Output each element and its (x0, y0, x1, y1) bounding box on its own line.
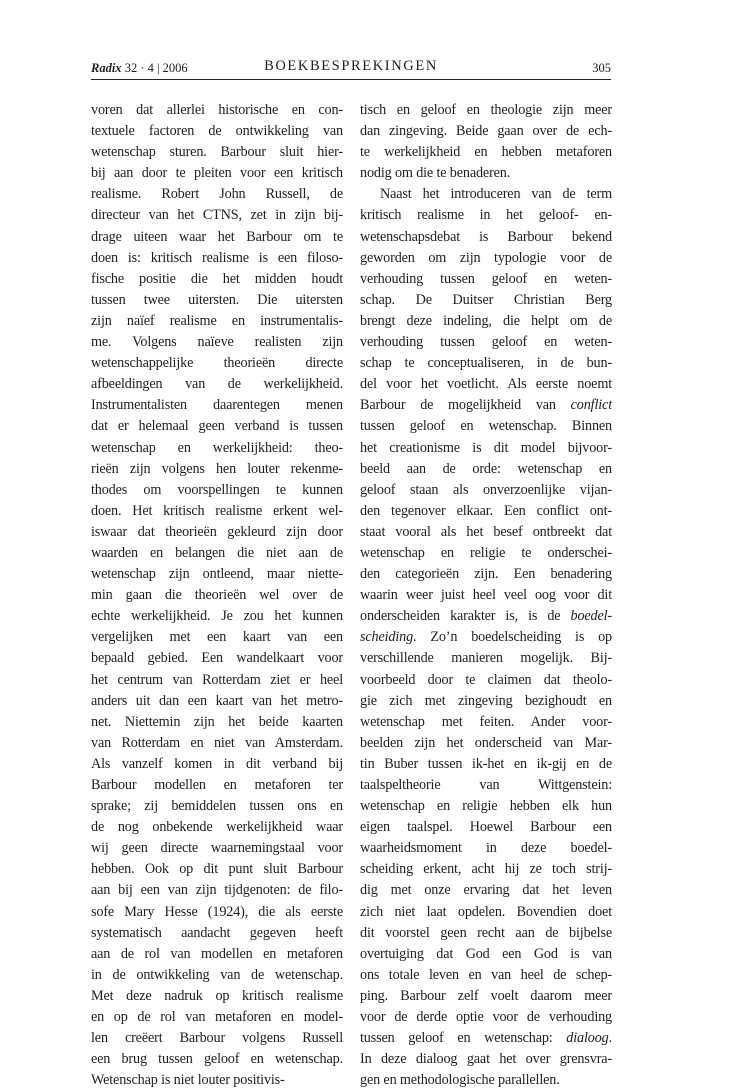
text-line: systematisch aandacht gegeven heeft (91, 924, 343, 941)
text-line: wetenschap en religie hebben elk hun (360, 798, 612, 815)
text-line: beeld aan de orde: wetenschap en (360, 460, 612, 477)
text-line: textuele factoren de ontwikkeling van (91, 123, 343, 140)
text-line: afbeeldingen van de werkelijkheid. (91, 376, 343, 393)
journal-name: Radix (91, 61, 122, 75)
text-line: anders uit dan een kaart van het metro- (91, 692, 343, 709)
text-line: van Rotterdam en niet van Amsterdam. (91, 734, 343, 751)
text-line: directeur van het CTNS, zet in zijn bij- (91, 207, 343, 224)
text-line: echte werkelijkheid. Je zou het kunnen (91, 608, 343, 625)
text-line: te werkelijkheid en hebben metaforen (360, 144, 612, 161)
text-line: wetenschap sturen. Barbour sluit hier- (91, 144, 343, 161)
text-line: min gaan die theorieën wel over de (91, 587, 343, 604)
text-line: wetenschap en religie te onderschei- (360, 544, 612, 561)
text-line: sofe Mary Hesse (1924), die als eerste (91, 903, 343, 920)
text-line: voren dat allerlei historische en con- (91, 102, 343, 118)
text-line: scheiding erkent, acht hij ze toch strij- (360, 861, 612, 878)
text-line: nodig om die te benaderen. (360, 165, 511, 182)
text-line: vergelijken met een kaart van een (91, 629, 343, 646)
text-line: Barbour de mogelijkheid van conflict (360, 397, 612, 414)
text-line: fische positie die het midden houdt (91, 270, 343, 287)
text-line: in de ontwikkeling van de wetenschap. (91, 966, 343, 983)
text-line: doen. Het kritisch realisme erkent wel- (91, 502, 343, 519)
text-line: taalspeltheorie van Wittgenstein: (360, 777, 612, 793)
text-line: overtuiging dat God een God is van (360, 945, 612, 962)
text-line: Als vanzelf komen in dit verband bij (91, 755, 343, 772)
text-line: Wetenschap is niet louter positivis- (91, 1072, 285, 1089)
text-line: hebben. Ook op dit punt sluit Barbour (91, 861, 343, 878)
text-line: Barbour modellen en metaforen ter (91, 777, 343, 793)
text-line: verhouding tussen geloof en weten- (360, 334, 612, 351)
section-title: BOEKBESPREKINGEN (264, 58, 438, 74)
text-line: rieën zijn volgens hen louter rekenme- (91, 460, 343, 477)
text-line: het centrum van Rotterdam ziet er heel (91, 671, 343, 688)
text-line: zijn naïef realisme en instrumentalis- (91, 312, 343, 329)
text-line: wetenschappelijke theorieën directe (91, 355, 343, 372)
text-line: schap te conceptualiseren, in de bun- (360, 355, 612, 372)
text-line: beelden zijn het onderscheid van Mar- (360, 734, 612, 751)
header-rule (91, 79, 611, 80)
text-line: ping. Barbour zelf voelt daarom meer (360, 987, 612, 1004)
text-line: len creëert Barbour volgens Russell (91, 1030, 343, 1047)
text-line: waarden en belangen die niet aan de (91, 544, 343, 561)
text-line: dig met onze ervaring dat het leven (360, 882, 612, 899)
running-header (91, 58, 611, 78)
text-line: waarin weer juist heel veel oog voor dit (360, 587, 612, 604)
text-line: bij aan door te pleiten voor een kritisch (91, 165, 343, 182)
text-line: dat er helemaal geen verband is tussen (91, 418, 343, 435)
text-line: voorbeeld door te claimen dat theolo- (360, 671, 612, 688)
right-column (360, 100, 612, 1091)
text-line: iswaar dat theorieën gekleurd zijn door (91, 523, 343, 540)
text-line: schap. De Duitser Christian Berg (360, 291, 612, 308)
text-line: den categorieën zijn. Een benadering (360, 566, 612, 583)
text-line: onderscheiden karakter is, is de boedel- (360, 608, 612, 625)
text-line: en op de rol van metaforen en model- (91, 1009, 343, 1026)
text-line: thodes om voorspellingen te kunnen (91, 481, 343, 498)
text-line: verschillende manieren mogelijk. Bij- (360, 650, 612, 667)
text-line: geworden om zijn typologie voor de (360, 249, 612, 266)
text-line: geloof staan als onverzoenlijke vijan- (360, 481, 612, 498)
text-line: staat vooral als het besef ontbreekt dat (360, 523, 612, 540)
text-line: dan zingeving. Beide gaan over de ech- (360, 123, 612, 140)
text-line: tussen geloof en wetenschap. Binnen (360, 418, 612, 435)
text-line: sprake; zij bemiddelen tussen ons en (91, 798, 343, 815)
text-line: aan bij een van zijn tijdgenoten: de filo- (91, 882, 343, 899)
page-number: 305 (592, 61, 611, 75)
issue-info: 32 · 4 | 2006 (124, 61, 188, 75)
text-line: gen en methodologische parallellen. (360, 1072, 560, 1089)
text-line: aan de rol van modellen en metaforen (91, 945, 343, 962)
text-line: de nog onbekende werkelijkheid waar (91, 819, 343, 836)
text-line: tin Buber tussen ik-het en ik-gij en de (360, 755, 612, 772)
text-line: kritisch realisme in het geloof- en- (360, 207, 612, 224)
text-line: den tegenover elkaar. Een conflict ont- (360, 502, 612, 519)
left-column (91, 100, 343, 1091)
text-line: wetenschap met feiten. Ander voor- (360, 713, 612, 730)
text-line: Instrumentalisten daarentegen menen (91, 397, 343, 414)
text-line: del voor het voetlicht. Als eerste noemt (360, 376, 612, 393)
text-line: dit voorstel geen recht aan de bijbelse (360, 924, 612, 941)
text-line: bepaald gebied. Een wandelkaart voor (91, 650, 343, 667)
text-line: het creationisme is dit model bijvoor- (360, 439, 612, 456)
text-line: realisme. Robert John Russell, de (91, 186, 343, 203)
text-line: doen is: kritisch realisme is een filoso- (91, 249, 343, 266)
text-line: tussen geloof en wetenschap: dialoog. (360, 1030, 612, 1047)
text-line: waarheidsmoment in deze boedel- (360, 840, 612, 857)
text-line: wij geen directe waarnemingstaal voor (91, 840, 343, 857)
text-line: me. Volgens naïeve realisten zijn (91, 334, 343, 351)
text-line: voor de derde optie voor de verhouding (360, 1009, 612, 1026)
text-line: gie zich met zingeving bezighoudt en (360, 692, 612, 709)
text-line: drage uiteen waar het Barbour om te (91, 228, 343, 245)
text-line: net. Niettemin zijn het beide kaarten (91, 713, 343, 730)
text-line: tussen twee uitersten. Die uitersten (91, 291, 343, 308)
text-line: brengt deze indeling, die helpt om de (360, 312, 612, 329)
text-line: een brug tussen geloof en wetenschap. (91, 1051, 343, 1068)
text-line: zich niet laat opdelen. Bovendien doet (360, 903, 612, 920)
text-line: tisch en geloof en theologie zijn meer (360, 102, 612, 118)
text-line: wetenschap zijn ontleend, maar niette- (91, 566, 343, 583)
text-line: eigen taalspel. Hoewel Barbour een (360, 819, 612, 836)
text-line: wetenschap en werkelijkheid: theo- (91, 439, 343, 456)
text-line: ons totale leven en van heel de schep- (360, 966, 612, 983)
text-line: Met deze nadruk op kritisch realisme (91, 987, 343, 1004)
text-line: verhouding tussen geloof en weten- (360, 270, 612, 287)
text-line: scheiding. Zo’n boedelscheiding is op (360, 629, 612, 646)
text-line: wetenschapsdebat is Barbour bekend (360, 228, 612, 245)
text-line: Naast het introduceren van de term (380, 186, 612, 203)
text-line: In deze dialoog gaat het over grensvra- (360, 1051, 612, 1068)
